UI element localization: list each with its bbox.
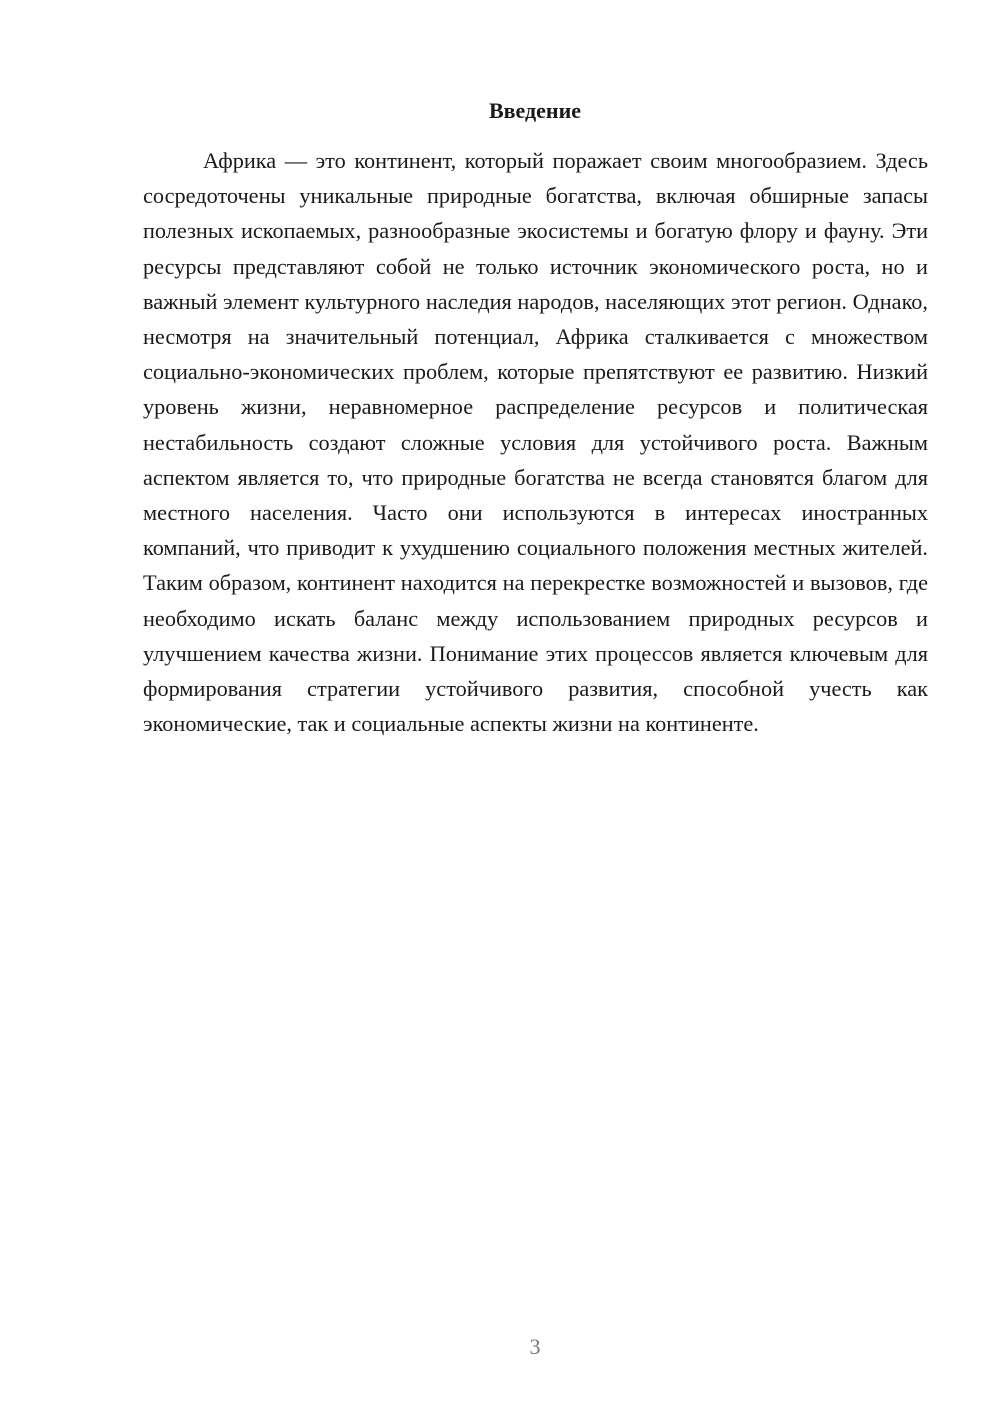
section-heading: Введение [488,98,582,123]
page-number: 3 [529,1334,541,1359]
body-paragraph: Африка — это континент, который поражает своим многообразием. Здесь сосредоточены уникальные природные богатства, включая обширные запасы полезных ископаемых, разнообразные экосистемы и богатую флору и фауну. Эти ресурсы представляют собой не только источник экономического роста, но и важный элемент культурного наследия народов, населяющих этот регион. Однако, несмотря на значительный потенциал, Африка сталкивается с множеством социально-экономических проблем, которые препятствуют ее развитию. Низкий уровень жизни, неравномерное распределение ресурсов и политическая нестабильность создают сложные условия для устойчивого роста. Важным аспектом является то, что природные богатства не всегда становятся благом для местного населения. Часто они используются в интересах иностранных компаний, что приводит к ухудшению социального положения местных жителей. Таким образом, континент находится на перекрестке возможностей и вызовов, где необходимо искать баланс между использованием природных ресурсов и улучшением качества жизни. Понимание этих процессов является ключевым для формирования стратегии устойчивого развития, способной учесть как экономические, так и социальные аспекты жизни на континенте. [143,148,928,737]
